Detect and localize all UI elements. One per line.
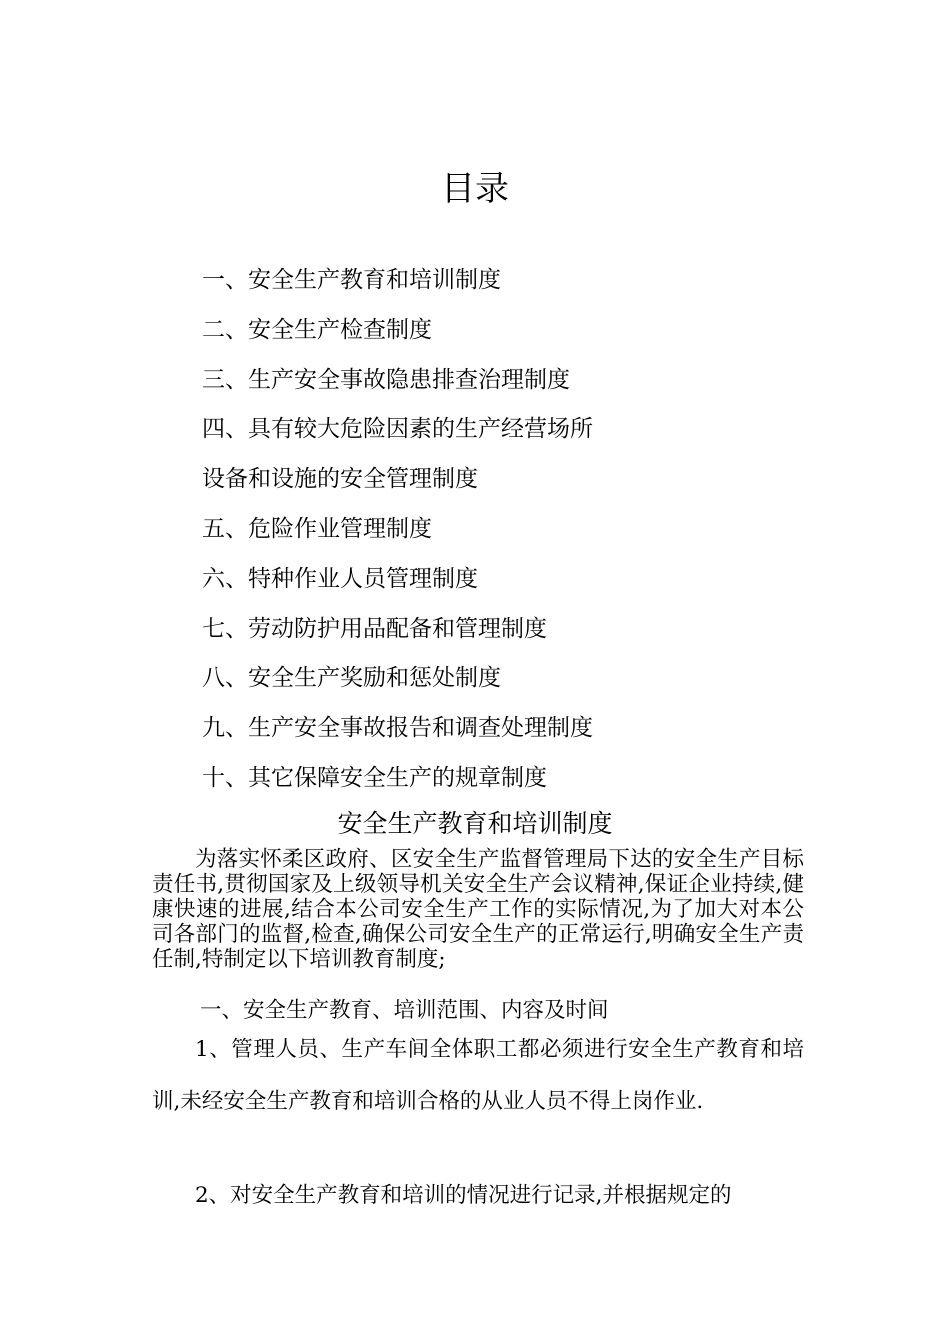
- toc-list: [202, 256, 802, 804]
- toc-item: 五、危险作业管理制度: [202, 515, 432, 542]
- toc-item: 九、生产安全事故报告和调查处理制度: [202, 715, 593, 742]
- toc-item: 四、具有较大危险因素的生产经营场所: [202, 416, 593, 443]
- toc-title: 目录: [441, 169, 509, 209]
- toc-item: 一、安全生产教育和培训制度: [202, 267, 501, 293]
- section-title: 安全生产教育和培训制度: [337, 809, 613, 838]
- intro-paragraph: 为落实怀柔区政府、区安全生产监督管理局下达的安全生产目标责任书,贯彻国家及上级领导机关安全生产会议精神,保证企业持续,健康快速的进展,结合本公司安全生产工作的实际情况,为了加大对本公司各部门的监督,检查,确保公司安全生产的正常运行,明确安全生产责任制,特制定以下培训教育制度;: [152, 847, 804, 972]
- body-paragraph-1: 1、管理人员、生产车间全体职工都必须进行安全生产教育和培训,未经安全生产教育和培训合格的从业人员不得上岗作业.: [152, 1037, 804, 1114]
- toc-item: 三、生产安全事故隐患排查治理制度: [202, 366, 570, 393]
- toc-item: 设备和设施的安全管理制度: [202, 466, 478, 493]
- subheading: 一、安全生产教育、培训范围、内容及时间: [200, 998, 609, 1023]
- toc-item: 十、其它保障安全生产的规章制度: [202, 764, 547, 791]
- toc-item: 七、劳动防护用品配备和管理制度: [202, 615, 547, 642]
- toc-item: 六、特种作业人员管理制度: [202, 565, 478, 592]
- toc-item: 二、安全生产检查制度: [202, 316, 432, 343]
- body-paragraph-2: 2、对安全生产教育和培训的情况进行记录,并根据规定的: [195, 1183, 732, 1208]
- toc-item: 八、安全生产奖励和惩处制度: [202, 665, 501, 692]
